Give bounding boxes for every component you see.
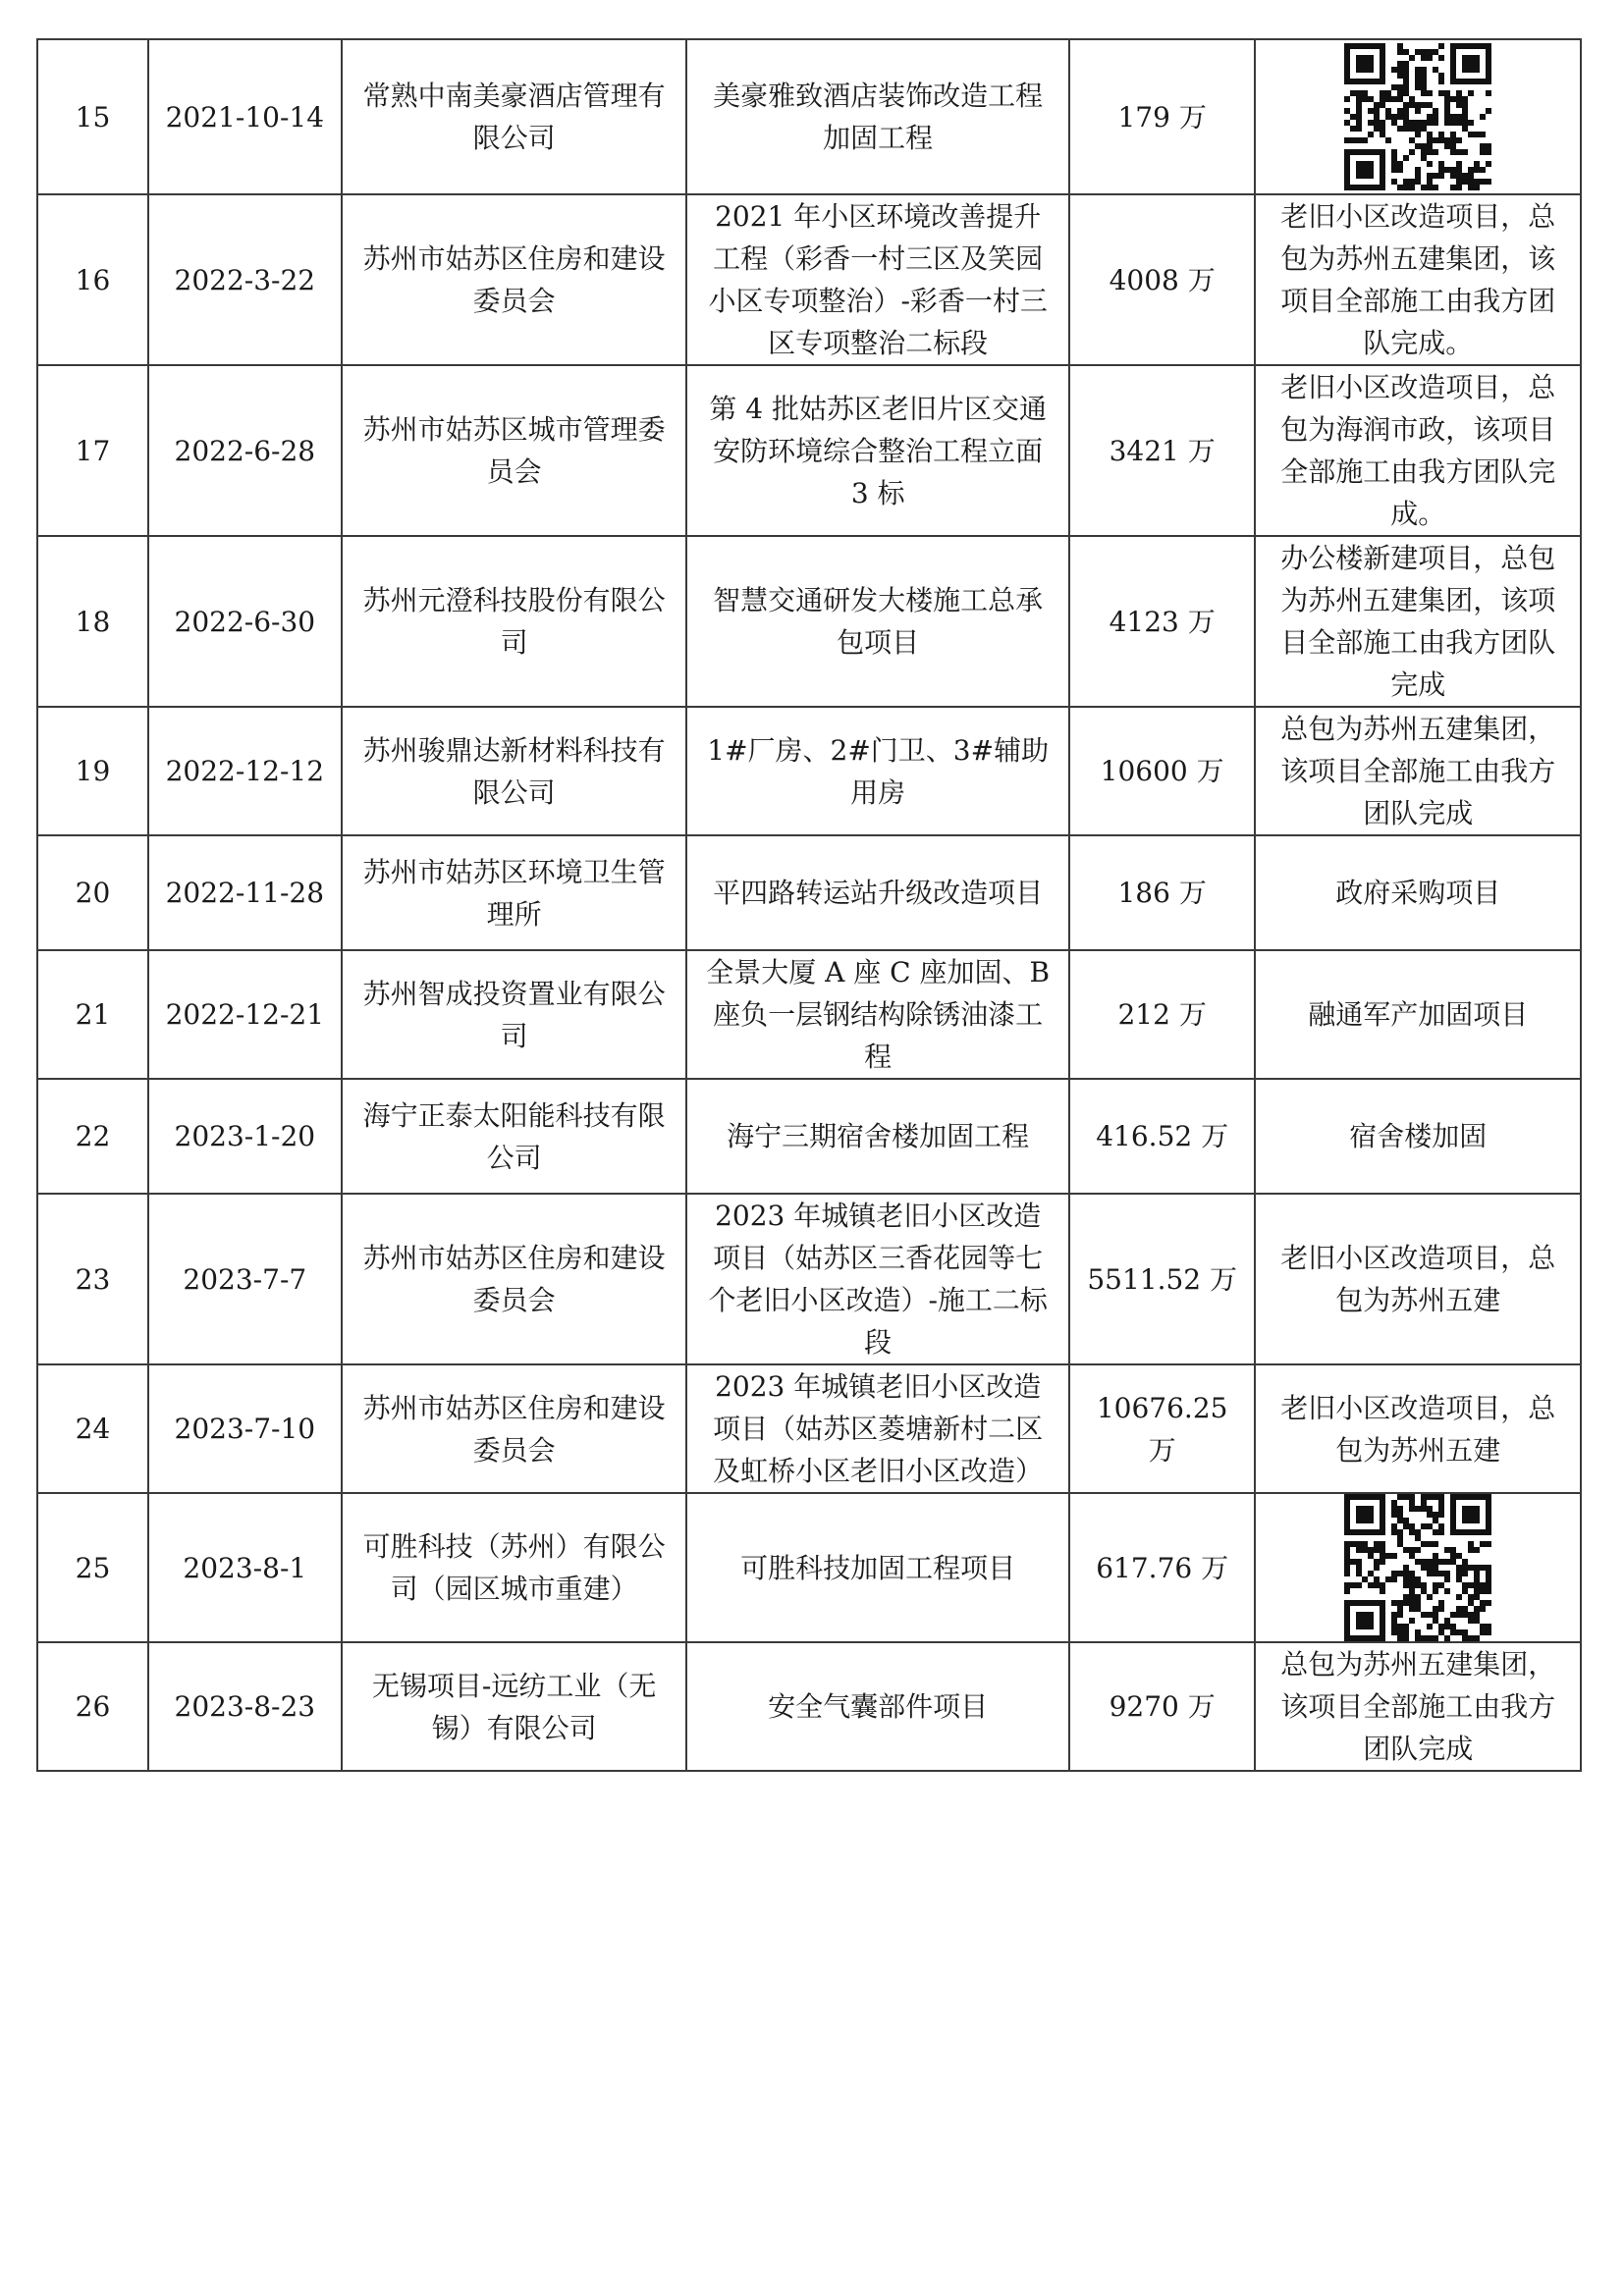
row-number: 24 xyxy=(37,1364,148,1493)
row-date: 2022-6-30 xyxy=(148,536,342,707)
row-client: 苏州市姑苏区环境卫生管理所 xyxy=(342,835,687,950)
row-remark: 总包为苏州五建集团，该项目全部施工由我方团队完成 xyxy=(1255,1642,1581,1771)
row-date: 2023-7-10 xyxy=(148,1364,342,1493)
row-number: 16 xyxy=(37,194,148,365)
row-date: 2023-8-23 xyxy=(148,1642,342,1771)
table-row xyxy=(37,365,1581,536)
row-remark: 办公楼新建项目，总包为苏州五建集团，该项目全部施工由我方团队完成 xyxy=(1255,536,1581,707)
row-remark: 融通军产加固项目 xyxy=(1255,950,1581,1079)
row-amount: 5511.52 万 xyxy=(1069,1194,1256,1364)
row-date: 2022-12-21 xyxy=(148,950,342,1079)
table-row xyxy=(37,1079,1581,1194)
row-date: 2023-8-1 xyxy=(148,1493,342,1642)
row-client: 可胜科技（苏州）有限公司（园区城市重建） xyxy=(342,1493,687,1642)
row-date: 2023-7-7 xyxy=(148,1194,342,1364)
table-body xyxy=(37,39,1581,1771)
row-number: 15 xyxy=(37,39,148,194)
row-date: 2021-10-14 xyxy=(148,39,342,194)
row-number: 25 xyxy=(37,1493,148,1642)
table-row xyxy=(37,835,1581,950)
row-date: 2022-11-28 xyxy=(148,835,342,950)
row-number: 20 xyxy=(37,835,148,950)
row-number: 22 xyxy=(37,1079,148,1194)
row-remark: 老旧小区改造项目，总包为苏州五建 xyxy=(1255,1194,1581,1364)
row-remark: 老旧小区改造项目，总包为苏州五建 xyxy=(1255,1364,1581,1493)
row-project: 可胜科技加固工程项目 xyxy=(686,1493,1068,1642)
row-date: 2023-1-20 xyxy=(148,1079,342,1194)
row-amount: 4123 万 xyxy=(1069,536,1256,707)
row-client: 苏州市姑苏区城市管理委员会 xyxy=(342,365,687,536)
row-number: 19 xyxy=(37,707,148,835)
row-client: 无锡项目-远纺工业（无锡）有限公司 xyxy=(342,1642,687,1771)
row-client: 苏州骏鼎达新材料科技有限公司 xyxy=(342,707,687,835)
row-amount: 186 万 xyxy=(1069,835,1256,950)
row-project: 2023 年城镇老旧小区改造项目（姑苏区菱塘新村二区及虹桥小区老旧小区改造） xyxy=(686,1364,1068,1493)
projects-table xyxy=(36,38,1582,1772)
row-number: 26 xyxy=(37,1642,148,1771)
table-row xyxy=(37,1194,1581,1364)
table-row xyxy=(37,536,1581,707)
row-remark: 政府采购项目 xyxy=(1255,835,1581,950)
row-project: 2023 年城镇老旧小区改造项目（姑苏区三香花园等七个老旧小区改造）-施工二标段 xyxy=(686,1194,1068,1364)
row-project: 安全气囊部件项目 xyxy=(686,1642,1068,1771)
row-number: 18 xyxy=(37,536,148,707)
row-amount: 4008 万 xyxy=(1069,194,1256,365)
row-project: 1#厂房、2#门卫、3#辅助用房 xyxy=(686,707,1068,835)
row-amount: 10676.25 万 xyxy=(1069,1364,1256,1493)
row-project: 海宁三期宿舍楼加固工程 xyxy=(686,1079,1068,1194)
row-amount: 212 万 xyxy=(1069,950,1256,1079)
row-client: 苏州智成投资置业有限公司 xyxy=(342,950,687,1079)
row-client: 苏州元澄科技股份有限公司 xyxy=(342,536,687,707)
row-project: 2021 年小区环境改善提升工程（彩香一村三区及笑园小区专项整治）-彩香一村三区专项整治二标段 xyxy=(686,194,1068,365)
row-amount: 617.76 万 xyxy=(1069,1493,1256,1642)
row-amount: 9270 万 xyxy=(1069,1642,1256,1771)
qr-code-icon xyxy=(1344,1494,1491,1641)
table-row xyxy=(37,1364,1581,1493)
row-project: 第 4 批姑苏区老旧片区交通安防环境综合整治工程立面 3 标 xyxy=(686,365,1068,536)
table-row xyxy=(37,950,1581,1079)
table-row xyxy=(37,39,1581,194)
row-client: 苏州市姑苏区住房和建设委员会 xyxy=(342,1364,687,1493)
table-row xyxy=(37,1642,1581,1771)
row-project: 全景大厦 A 座 C 座加固、B 座负一层钢结构除锈油漆工程 xyxy=(686,950,1068,1079)
row-project: 智慧交通研发大楼施工总承包项目 xyxy=(686,536,1068,707)
table-row xyxy=(37,1493,1581,1642)
table-row xyxy=(37,707,1581,835)
row-client: 常熟中南美豪酒店管理有限公司 xyxy=(342,39,687,194)
row-date: 2022-12-12 xyxy=(148,707,342,835)
qr-code-icon xyxy=(1344,43,1491,190)
row-amount: 3421 万 xyxy=(1069,365,1256,536)
row-remark: 总包为苏州五建集团，该项目全部施工由我方团队完成 xyxy=(1255,707,1581,835)
row-number: 21 xyxy=(37,950,148,1079)
row-amount: 179 万 xyxy=(1069,39,1256,194)
table-row xyxy=(37,194,1581,365)
row-date: 2022-6-28 xyxy=(148,365,342,536)
row-client: 苏州市姑苏区住房和建设委员会 xyxy=(342,194,687,365)
row-amount: 10600 万 xyxy=(1069,707,1256,835)
row-project: 美豪雅致酒店装饰改造工程加固工程 xyxy=(686,39,1068,194)
row-remark xyxy=(1255,1493,1581,1642)
row-remark xyxy=(1255,39,1581,194)
row-client: 海宁正泰太阳能科技有限公司 xyxy=(342,1079,687,1194)
row-remark: 老旧小区改造项目，总包为海润市政，该项目全部施工由我方团队完成。 xyxy=(1255,365,1581,536)
row-client: 苏州市姑苏区住房和建设委员会 xyxy=(342,1194,687,1364)
row-number: 17 xyxy=(37,365,148,536)
row-project: 平四路转运站升级改造项目 xyxy=(686,835,1068,950)
row-remark: 宿舍楼加固 xyxy=(1255,1079,1581,1194)
row-remark: 老旧小区改造项目，总包为苏州五建集团，该项目全部施工由我方团队完成。 xyxy=(1255,194,1581,365)
row-date: 2022-3-22 xyxy=(148,194,342,365)
row-number: 23 xyxy=(37,1194,148,1364)
row-amount: 416.52 万 xyxy=(1069,1079,1256,1194)
